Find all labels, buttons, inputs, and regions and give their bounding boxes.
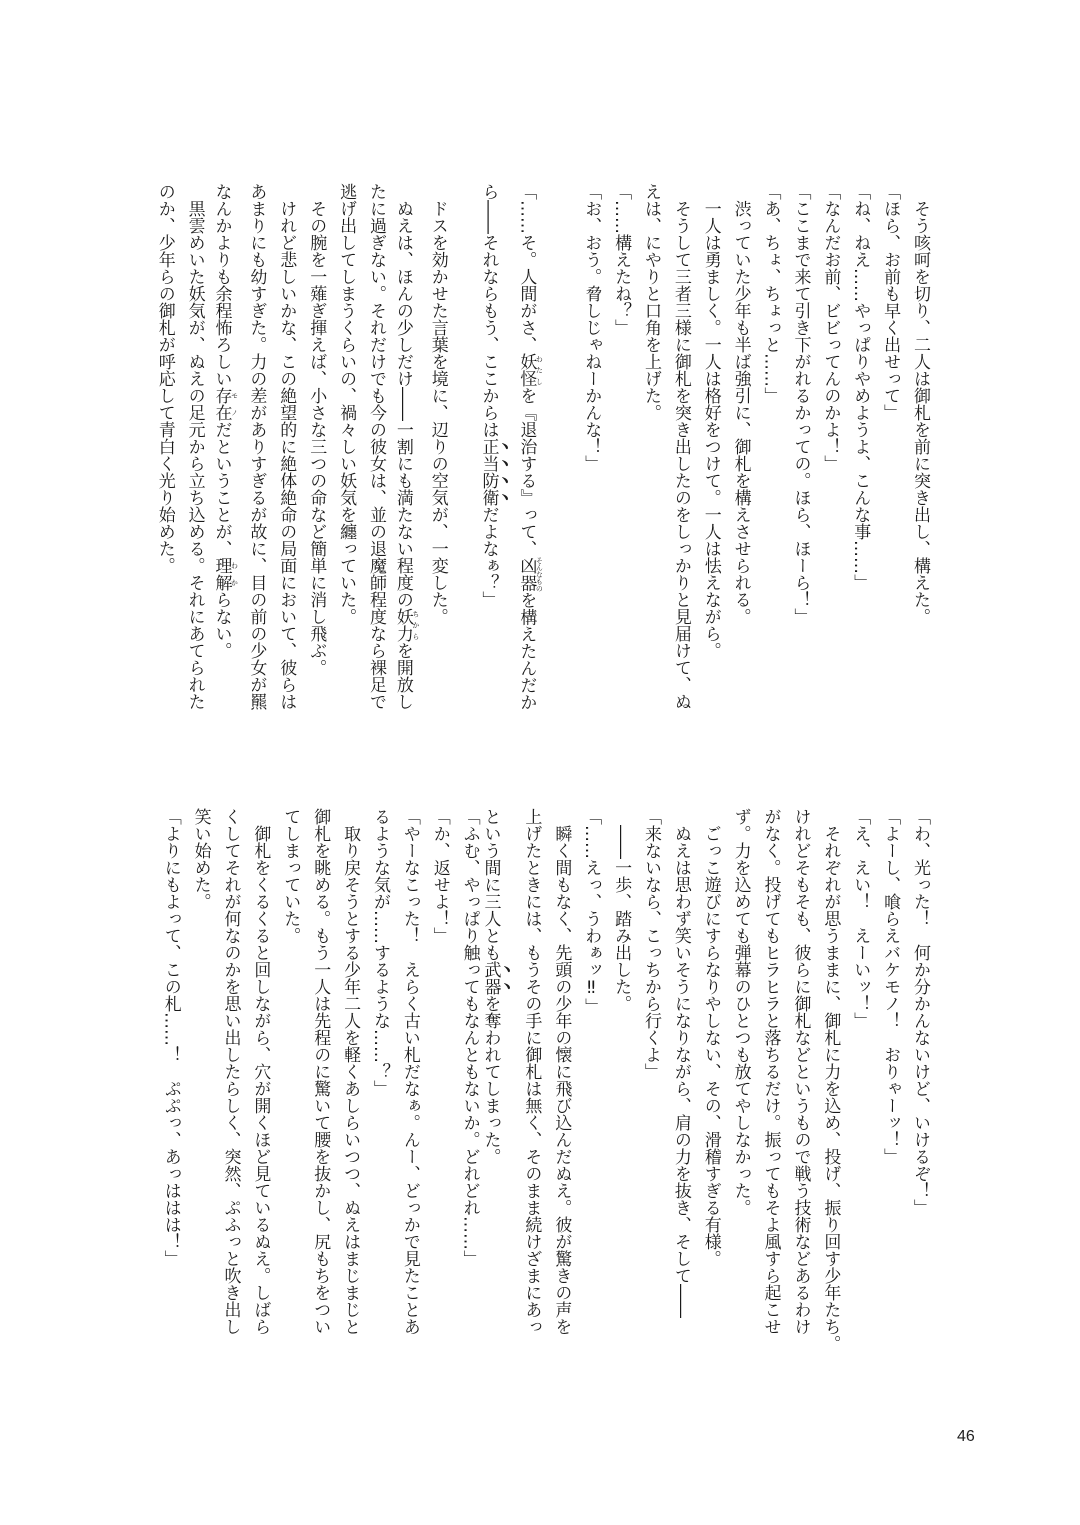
ruby-word: 妖怪 わたし	[516, 353, 544, 387]
text-line	[185, 808, 215, 1383]
text-segment: 取り戻そうとする少年二人を軽くあしらいつつ、ぬえはまじまじと	[340, 808, 361, 1335]
text-segment: 「よーし、喰らえバケモノ！ おりゃーッ！」	[880, 808, 901, 1165]
text-segment: そう咳呵を切り、二人は御札を前に突き出し、構えた。	[910, 183, 930, 625]
text-segment: 「か、返せよ！」	[429, 808, 450, 944]
text-line	[904, 808, 934, 1383]
text-line	[424, 808, 454, 1383]
text-segment: 「え、えい！ えーいッ！」	[850, 808, 871, 1029]
text-segment: 黒雲めいた妖気が、ぬえの足元から立ち込める。それにあてられた	[184, 183, 205, 710]
text-line	[755, 183, 785, 758]
text-line	[605, 808, 635, 1383]
text-line	[478, 183, 512, 758]
text-line	[245, 808, 275, 1383]
text-segment: たに過ぎない。それだけでも今の彼女は、並の退魔師程度なら裸足で	[365, 183, 386, 710]
text-line	[149, 183, 179, 758]
text-segment: らない。	[211, 591, 232, 659]
text-line	[364, 808, 394, 1383]
text-line	[241, 183, 271, 758]
text-line	[300, 183, 330, 758]
text-line	[814, 808, 844, 1383]
text-segment: を奪われてしまった。	[480, 995, 501, 1165]
text-segment: 「ほら、お前も早く出せって」	[880, 183, 901, 421]
ruby-reading: ちから	[411, 608, 420, 642]
text-segment: を開放し	[392, 642, 413, 710]
text-segment: 御札をくるくると回しながら、穴が開くほど見ているぬえ。しばら	[250, 808, 271, 1335]
text-segment: だということが、	[211, 421, 232, 557]
text-segment: がなく。投げてもヒラヒラと落ちるだけ。振ってもそよ風すら起こせ	[760, 808, 781, 1335]
text-line	[304, 808, 334, 1383]
text-segment: ず。力を込めても弾幕のひとつも放てやしなかった。	[730, 808, 751, 1216]
text-segment: けれどそもそも、彼らに御札などというもので戦う技術などあるわけ	[790, 808, 811, 1335]
text-line	[785, 183, 815, 758]
text-line	[514, 183, 544, 758]
text-line	[844, 183, 874, 758]
text-line	[755, 808, 785, 1383]
text-segment: ――一歩、踏み出した。	[611, 808, 632, 1012]
ruby-word: 妖力 ちから	[392, 608, 420, 642]
text-segment: 「……構えたね？」	[611, 183, 632, 336]
text-line	[274, 808, 304, 1383]
text-segment: 「お、おう。脅しじゃねーかんな！」	[581, 183, 602, 472]
ruby-reading: モノ	[230, 387, 239, 421]
text-segment: を『退治する』って、	[516, 387, 537, 557]
text-segment: 「来ないなら、こっちから行くよ」	[640, 808, 661, 1080]
ruby-word: 理解 わか	[211, 557, 239, 591]
text-line	[635, 183, 665, 758]
text-segment: 逃げ出してしまうくらいの、禍々しい妖気を纏っていた。	[336, 183, 357, 625]
text-segment: という間に三人とも	[480, 808, 501, 961]
text-line	[635, 808, 665, 1383]
text-line	[725, 808, 755, 1383]
text-segment: 瞬く間もなく、先頭の少年の懐に飛び込んだぬえ。彼が驚きの声を	[551, 808, 572, 1335]
text-line	[665, 183, 695, 758]
text-segment: を構えたんだか	[516, 591, 537, 711]
upper-text-block	[144, 183, 934, 758]
emphasized-text: 武器	[480, 961, 501, 995]
text-line	[844, 808, 874, 1383]
text-line	[545, 808, 575, 1383]
text-segment: だよなぁ？」	[478, 506, 499, 608]
text-line	[575, 183, 605, 758]
text-line	[480, 808, 514, 1383]
text-line	[360, 183, 390, 758]
text-segment: 「よりにもよって、この札……！ ぷぷっ、あっははは！」	[160, 808, 181, 1267]
text-line	[390, 183, 420, 758]
text-line	[270, 183, 300, 758]
ruby-reading: わたし	[535, 353, 544, 387]
text-line	[209, 183, 239, 758]
text-line	[575, 808, 605, 1383]
text-segment: 笑い始めた。	[190, 808, 211, 910]
text-line	[215, 808, 245, 1383]
ruby-word: 存在 モノ	[211, 387, 239, 421]
text-line	[155, 808, 185, 1383]
ruby-word: 凶器 そんなもの	[516, 556, 544, 592]
text-segment: 一人は勇ましく。一人は格好をつけて。一人は怯えながら。	[700, 183, 721, 659]
ruby-reading: わか	[230, 557, 239, 591]
text-line	[605, 183, 635, 758]
text-segment: ぬえは思わず笑いそうになりながら、肩の力を抜き、そして――	[670, 808, 691, 1318]
text-line	[330, 183, 360, 758]
text-line	[695, 183, 725, 758]
text-segment: 「ね、ねえ……やっぱりやめようよ、こんな事……」	[850, 183, 871, 591]
text-segment: それぞれが思うままに、御札に力を込め、投げ、振り回す少年たち。	[820, 808, 841, 1352]
text-segment: なんかよりも余程怖ろしい	[211, 183, 232, 387]
text-segment: 「……えっ、うわぁッ‼」	[581, 808, 602, 1015]
text-segment: 「わ、光った！ 何か分かんないけど、いけるぞ！」	[910, 808, 930, 1216]
text-line	[422, 183, 452, 758]
text-line	[874, 183, 904, 758]
text-segment: ら――それならもう、ここからは	[478, 183, 499, 438]
text-segment: のか、少年らの御札が呼応して青白く光り始めた。	[154, 183, 175, 574]
text-line	[874, 808, 904, 1383]
text-segment: 渋っていた少年も半ば強引に、御札を構えさせられる。	[730, 183, 751, 625]
text-segment: 上げたときには、もうその手に御札は無く、そのまま続けざまにあっ	[521, 808, 542, 1335]
lower-text-block	[144, 808, 934, 1383]
text-line	[454, 808, 484, 1383]
text-segment: そうして三者三様に御札を突き出したのをしっかりと見届けて、ぬ	[670, 183, 691, 710]
text-segment: るような気が……するような……？」	[369, 808, 390, 1097]
text-segment: 「ふむ、やっぱり触ってもなんともないか。どれどれ……」	[459, 808, 480, 1267]
emphasized-text: 正当防衛	[478, 438, 499, 506]
text-segment: 「……そ。人間がさ、	[516, 183, 537, 353]
text-segment: ドスを効かせた言葉を境に、辺りの空気が、一変した。	[427, 183, 448, 625]
text-line	[394, 808, 424, 1383]
text-segment: けれど悲しいかな、この絶望的に絶体絶命の局面において、彼らは	[276, 183, 297, 710]
text-line	[334, 808, 364, 1383]
page-number: 46	[957, 1428, 975, 1445]
text-segment: 御札を眺める。もう一人は先程のに驚いて腰を抜かし、尻もちをつい	[310, 808, 331, 1335]
text-segment: 「やーなこった！ えらく古い札だなぁ。んー、どっかで見たことあ	[399, 808, 420, 1335]
text-segment: その腕を一薙ぎ揮えば、小さな三つの命など簡単に消し飛ぶ。	[306, 183, 327, 676]
text-line	[725, 183, 755, 758]
text-line	[814, 183, 844, 758]
text-segment: 「あ、ちょ、ちょっと……」	[760, 183, 781, 404]
blank-line	[545, 183, 575, 758]
ruby-reading: そんなもの	[535, 556, 544, 592]
text-line	[695, 808, 725, 1383]
text-segment: てしまっていた。	[280, 808, 301, 944]
text-line	[179, 183, 209, 758]
text-segment: くしてそれが何なのかを思い出したらしく、突然、ぷふっと吹き出し	[220, 808, 241, 1335]
text-line	[516, 808, 546, 1383]
text-line	[785, 808, 815, 1383]
text-line	[665, 808, 695, 1383]
text-line	[904, 183, 934, 758]
text-segment: 「なんだお前、ビビってんのかよ！」	[820, 183, 841, 472]
text-segment: あまりにも幼すぎた。力の差がありすぎるが故に、目の前の少女が羆	[246, 183, 267, 710]
text-segment: 「ここまで来て引き下がれるかっての。ほら、ほーら！」	[790, 183, 811, 625]
text-segment: ぬえは、ほんの少しだけ――一割にも満たない程度の	[392, 183, 413, 608]
text-segment: ごっこ遊びにすらなりやしない、その、滑稽すぎる有様。	[700, 808, 721, 1267]
text-segment: えは、にやりと口角を上げた。	[640, 183, 661, 421]
